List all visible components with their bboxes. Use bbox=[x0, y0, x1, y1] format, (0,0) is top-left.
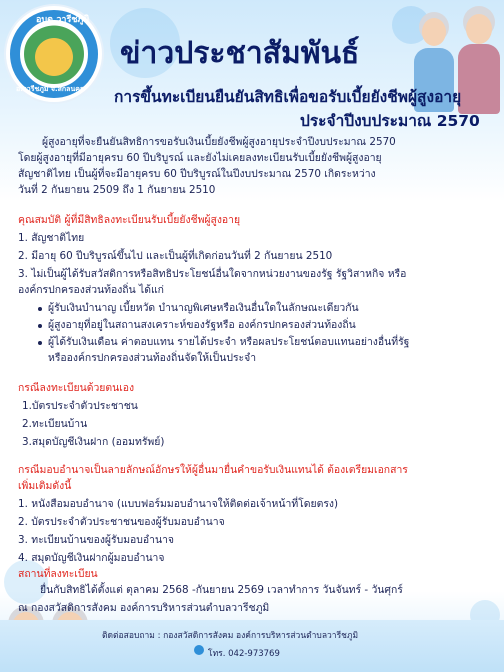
proxy-item: 3. ทะเบียนบ้านของผู้รับมอบอำนาจ bbox=[18, 534, 174, 546]
qualification-item: 2. มีอายุ 60 ปีบริบูรณ์ขึ้นไป และเป็นผู้ที่เกิดก่อนวันที่ 2 กันยายน 2510 bbox=[18, 250, 333, 262]
qualification-item: 1. สัญชาติไทย bbox=[18, 232, 85, 244]
bullet-dot bbox=[38, 341, 42, 345]
qualification-bullet-cont: หรือองค์กรปกครองส่วนท้องถิ่นจัดให้เป็นประจำ bbox=[48, 352, 257, 364]
logo-top-text: อบต.วารีชภูมิ bbox=[36, 15, 90, 25]
intro-line: โดยผู้สูงอายุที่มีอายุครบ 60 ปีบริบูรณ์ และยังไม่เคยลงทะเบียนรับเบี้ยยังชีพผู้สูงอายุ bbox=[18, 152, 382, 164]
self-register-item: 1.บัตรประจำตัวประชาชน bbox=[22, 400, 138, 412]
subtitle-line2: ประจำปีงบประมาณ 2570 bbox=[300, 112, 480, 130]
proxy-heading-cont: เพิ่มเติมดังนี้ bbox=[18, 480, 72, 492]
proxy-item: 4. สมุดบัญชีเงินฝากผู้มอบอำนาจ bbox=[18, 552, 165, 564]
self-register-item: 3.สมุดบัญชีเงินฝาก (ออมทรัพย์) bbox=[22, 436, 165, 448]
bullet-dot bbox=[38, 307, 42, 311]
proxy-item: 1. หนังสือมอบอำนาจ (แบบฟอร์มมอบอำนาจให้ติดต่อเจ้าหน้าที่โดยตรง) bbox=[18, 498, 339, 510]
qualification-item: 3. ไม่เป็นผู้ได้รับสวัสดิการหรือสิทธิประโยชน์อื่นใดจากหน่วยงานของรัฐ รัฐวิสาหกิจ หรือ bbox=[18, 268, 407, 280]
intro-line: ผู้สูงอายุที่จะยืนยันสิทธิการขอรับเงินเบี้ยยังชีพผู้สูงอายุประจำปีงบประมาณ 2570 bbox=[42, 136, 396, 148]
location-line: ณ กองสวัสดิการสังคม องค์การบริหารส่วนตำบลวารีชภูมิ bbox=[18, 602, 270, 614]
proxy-item: 2. บัตรประจำตัวประชาชนของผู้รับมอบอำนาจ bbox=[18, 516, 225, 528]
intro-line: วันที่ 2 กันยายน 2509 ถึง 1 กันยายน 2510 bbox=[18, 184, 216, 196]
logo-bottom-text: อ.วารีชภูมิ จ.สกลนคร bbox=[16, 85, 84, 93]
qualification-bullet: ผู้ได้รับเงินเดือน ค่าตอบแทน รายได้ประจำ หรือผลประโยชน์ตอบแทนอย่างอื่นที่รัฐ bbox=[48, 336, 410, 348]
qualification-bullet: ผู้สูงอายุที่อยู่ในสถานสงเคราะห์ของรัฐหรือ องค์กรปกครองส่วนท้องถิ่น bbox=[48, 319, 356, 331]
qualifications-heading: คุณสมบัติ ผู้ที่มีสิทธิลงทะเบียนรับเบี้ยยังชีพผู้สูงอายุ bbox=[18, 214, 241, 226]
intro-line: สัญชาติไทย เป็นผู้ที่จะมีอายุครบ 60 ปีบริบูรณ์ในปีงบประมาณ 2570 เกิดระหว่าง bbox=[18, 168, 376, 180]
proxy-heading: กรณีมอบอำนาจเป็นลายลักษณ์อักษรให้ผู้อื่นมายื่นคำขอรับเงินแทนได้ ต้องเตรียมเอกสาร bbox=[18, 464, 408, 476]
phone-icon bbox=[194, 645, 204, 655]
qualification-bullet: ผู้รับเงินบำนาญ เบี้ยหวัด บำนาญพิเศษหรือเงินอื่นใดในลักษณะเดียวกัน bbox=[48, 302, 359, 314]
self-register-heading: กรณีลงทะเบียนด้วยตนเอง bbox=[18, 382, 135, 394]
self-register-item: 2.ทะเบียนบ้าน bbox=[22, 418, 88, 430]
subtitle-line1: การขึ้นทะเบียนยืนยันสิทธิเพื่อขอรับเบี้ยยังชีพผู้สูงอายุ bbox=[114, 88, 462, 106]
location-heading: สถานที่ลงทะเบียน bbox=[18, 568, 98, 580]
bullet-dot bbox=[38, 324, 42, 328]
location-line: ยื่นกับสิทธิได้ตั้งแต่ ตุลาคม 2568 -กันยายน 2569 เวลาทำการ วันจันทร์ - วันศุกร์ bbox=[40, 584, 403, 596]
footer-contact: ติดต่อสอบถาม : กองสวัสดิการสังคม องค์การบริหารส่วนตำบลวารีชภูมิ bbox=[102, 631, 359, 641]
page-title: ข่าวประชาสัมพันธ์ bbox=[120, 37, 360, 70]
logo-emblem bbox=[24, 24, 84, 84]
qualification-item: องค์กรปกครองส่วนท้องถิ่น ได้แก่ bbox=[18, 284, 164, 296]
footer-phone: โทร. 042-973769 bbox=[208, 649, 280, 659]
organization-logo bbox=[6, 6, 102, 102]
